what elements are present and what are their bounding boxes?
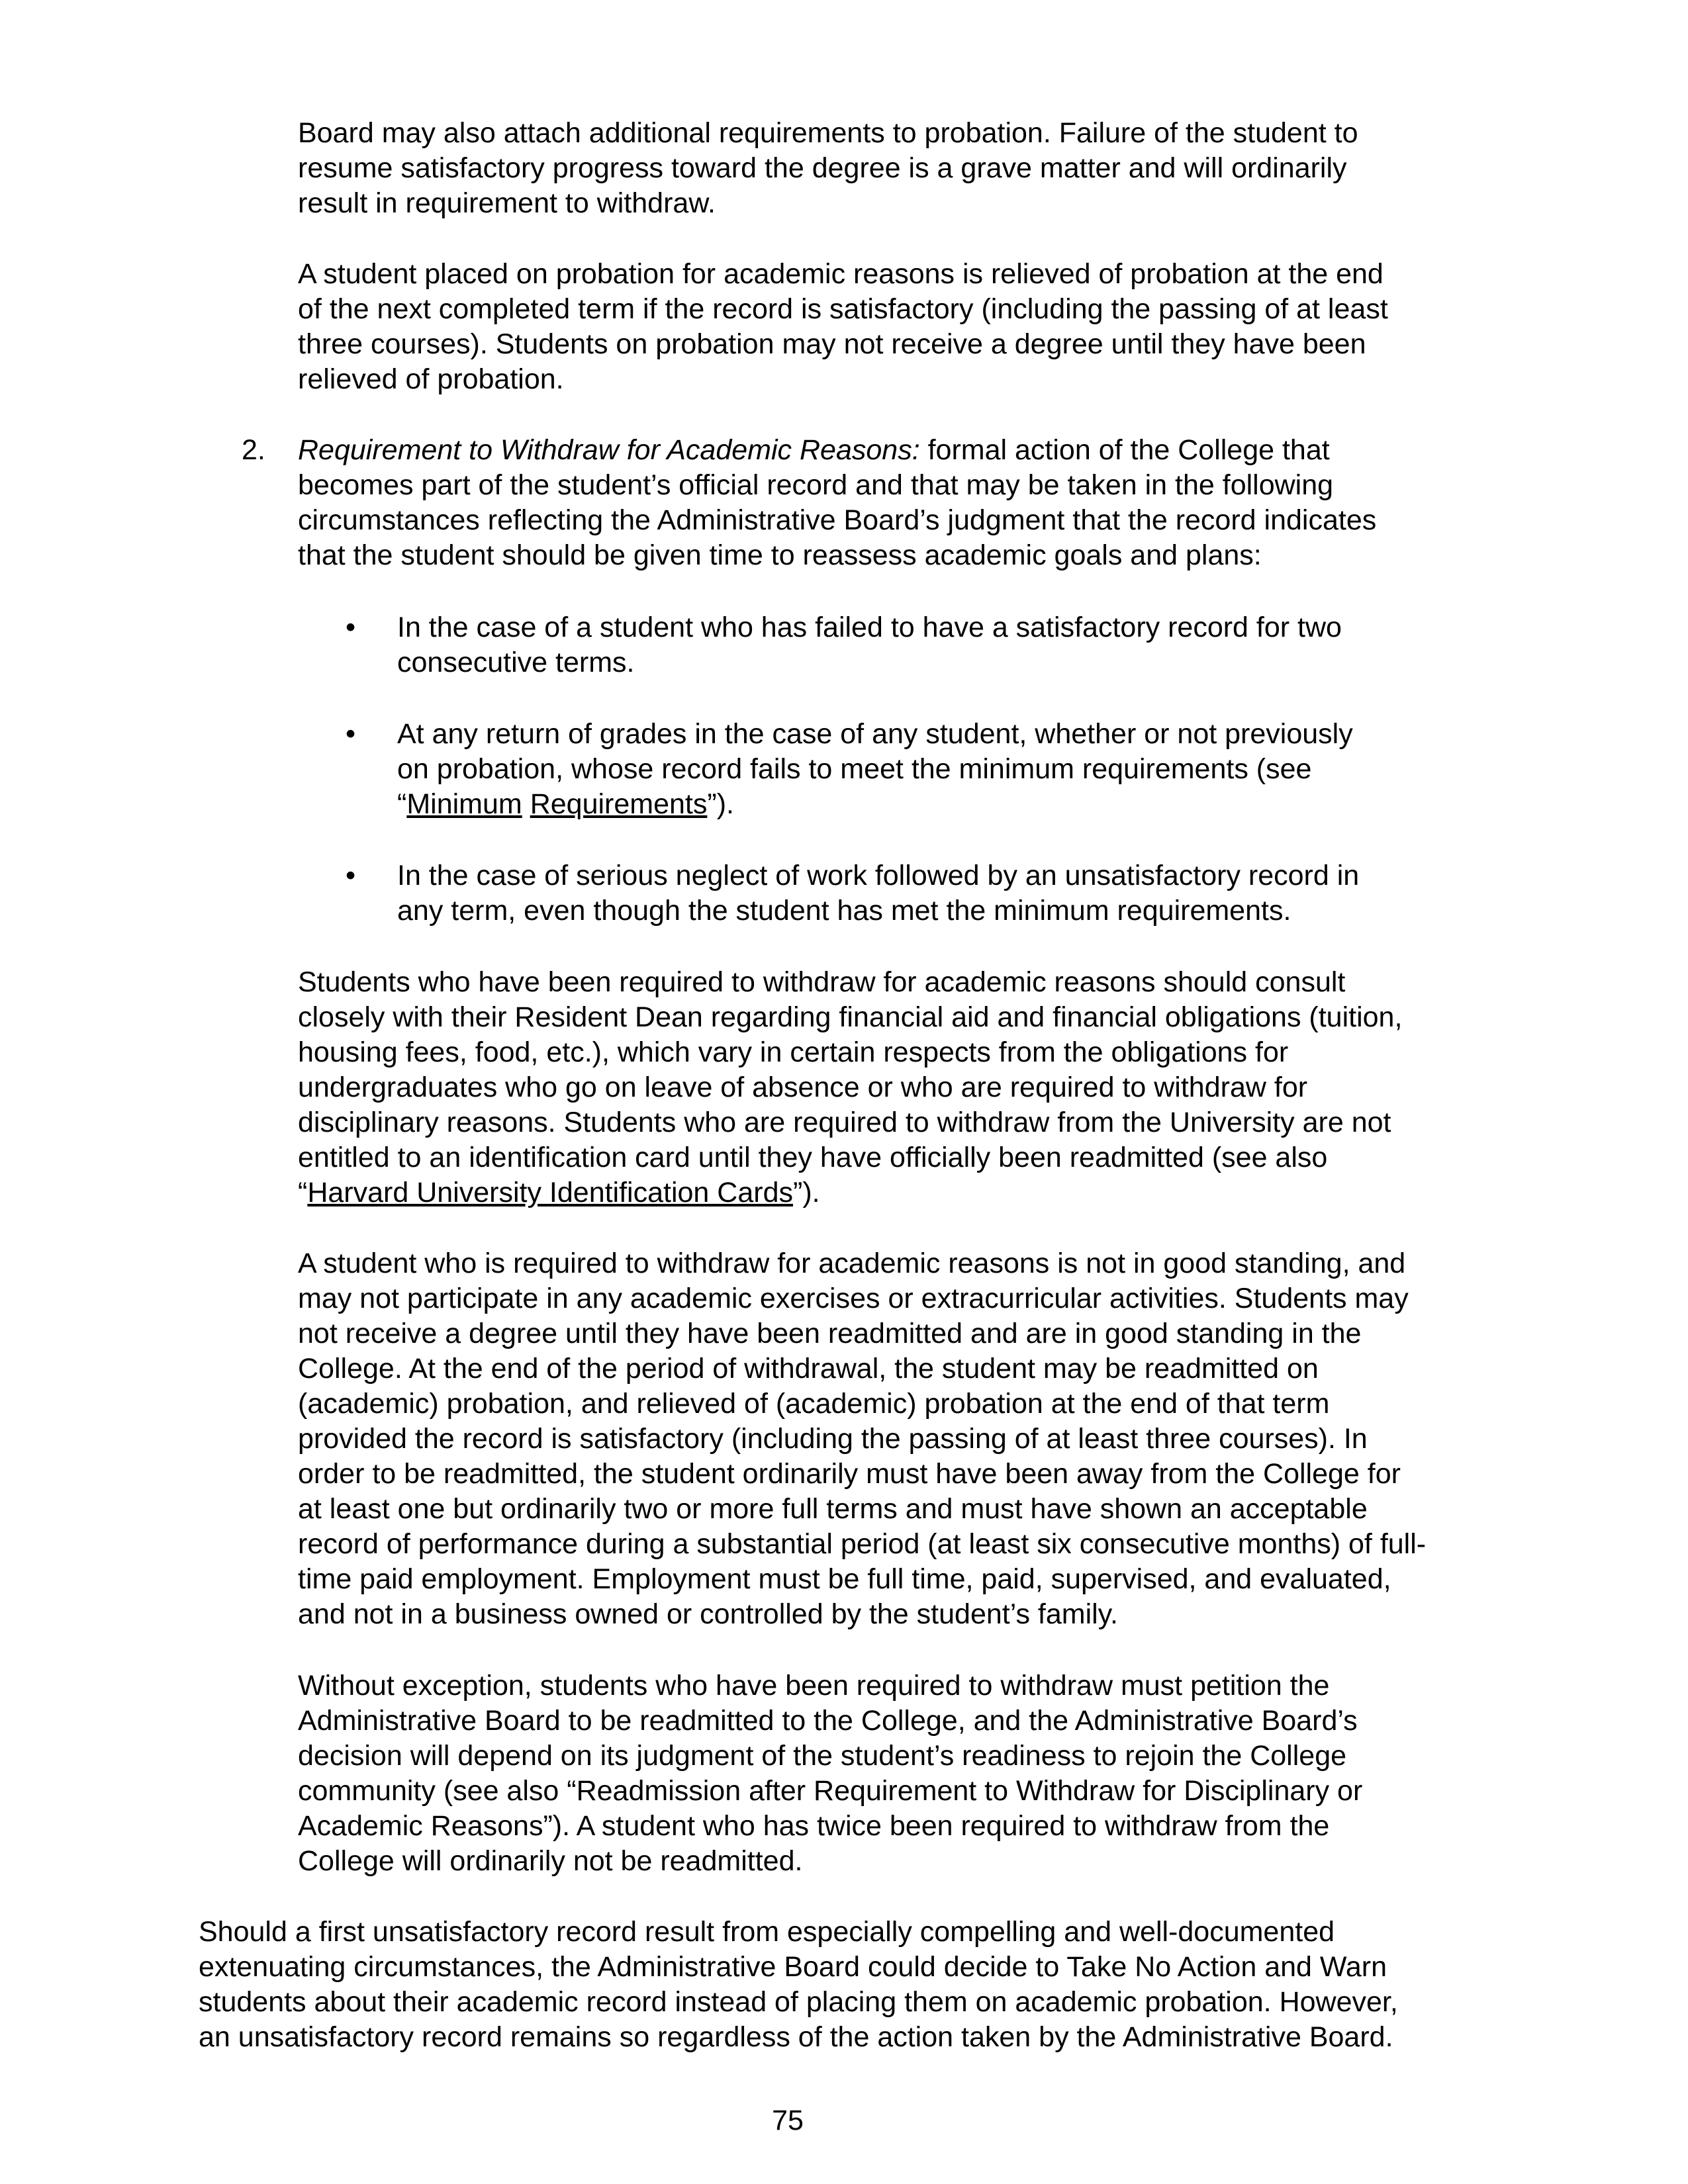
withdraw-requirement-item bbox=[298, 433, 1556, 573]
extenuating-circumstances-paragraph bbox=[199, 1915, 1489, 2055]
text-line: consecutive terms. bbox=[397, 647, 635, 678]
probation-paragraph-continued bbox=[298, 116, 1556, 221]
text-line: disciplinary reasons. Students who are required to withdraw from the University are not bbox=[298, 1107, 1391, 1138]
text-line: Without exception, students who have been required to withdraw must petition the bbox=[298, 1670, 1330, 1702]
text-line: decision will depend on its judgment of the student’s readiness to rejoin the College bbox=[298, 1740, 1347, 1772]
text-line: three courses). Students on probation may not receive a degree until they have been bbox=[298, 328, 1366, 360]
minimum-link[interactable]: Minimum bbox=[406, 788, 522, 820]
text-line: Board may also attach additional requirements to probation. Failure of the student to bbox=[298, 117, 1358, 149]
text-line: housing fees, food, etc.), which vary in certain respects from the obligations for bbox=[298, 1036, 1289, 1068]
quote-mark: “ bbox=[397, 788, 407, 820]
bullet-item bbox=[397, 717, 1556, 822]
bullet-item bbox=[397, 858, 1556, 929]
text-line: record of performance during a substantial period (at least six consecutive months) of full- bbox=[298, 1528, 1427, 1560]
text-line: of the next completed term if the record is satisfactory (including the passing of at least bbox=[298, 293, 1388, 325]
good-standing-paragraph bbox=[298, 1246, 1556, 1632]
quote-mark: ”). bbox=[707, 788, 734, 820]
space bbox=[522, 788, 530, 820]
text-line: A student who is required to withdraw for academic reasons is not in good standing, and bbox=[298, 1248, 1406, 1279]
bullet-item bbox=[397, 610, 1556, 680]
text-line: and not in a business owned or controlled by the student’s family. bbox=[298, 1598, 1118, 1630]
text-line: In the case of a student who has failed to have a satisfactory record for two bbox=[397, 612, 1342, 643]
text-line: community (see also “Readmission after Requirement to Withdraw for Disciplinary or bbox=[298, 1775, 1363, 1807]
text-line: result in requirement to withdraw. bbox=[298, 187, 716, 219]
text-line: At any return of grades in the case of any student, whether or not previously bbox=[397, 718, 1353, 750]
list-number: 2. bbox=[242, 434, 265, 466]
bullet-icon: • bbox=[346, 612, 356, 643]
text-line: A student placed on probation for academic reasons is relieved of probation at the end bbox=[298, 258, 1383, 290]
text-line bbox=[298, 1175, 1556, 1210]
id-cards-link[interactable]: Harvard University Identification Cards bbox=[307, 1177, 793, 1208]
text-line: Students who have been required to withdraw for academic reasons should consult bbox=[298, 966, 1346, 998]
quote-mark: ”). bbox=[793, 1177, 820, 1208]
financial-obligations-paragraph bbox=[298, 965, 1556, 1210]
text-line: time paid employment. Employment must be full time, paid, supervised, and evaluated, bbox=[298, 1563, 1391, 1595]
page-number: 75 bbox=[772, 2105, 804, 2136]
text-line: order to be readmitted, the student ordinarily must have been away from the College for bbox=[298, 1458, 1401, 1490]
text-line: entitled to an identification card until they have officially been readmitted (see also bbox=[298, 1142, 1328, 1173]
readmission-petition-paragraph bbox=[298, 1668, 1556, 1879]
text-line: may not participate in any academic exercises or extracurricular activities. Students may bbox=[298, 1283, 1409, 1314]
bullet-icon: • bbox=[346, 718, 356, 750]
text-line: In the case of serious neglect of work followed by an unsatisfactory record in bbox=[397, 860, 1360, 891]
text-line: an unsatisfactory record remains so regardless of the action taken by the Administrative Board. bbox=[199, 2021, 1393, 2053]
text-line: Administrative Board to be readmitted to the College, and the Administrative Board’s bbox=[298, 1705, 1358, 1737]
text-line: provided the record is satisfactory (including the passing of at least three courses). In bbox=[298, 1423, 1368, 1455]
item-title-rest: formal action of the College that bbox=[919, 434, 1330, 466]
text-line: any term, even though the student has met the minimum requirements. bbox=[397, 895, 1291, 927]
text-line: resume satisfactory progress toward the degree is a grave matter and will ordinarily bbox=[298, 152, 1347, 184]
text-line: circumstances reflecting the Administrative Board’s judgment that the record indicates bbox=[298, 504, 1377, 536]
text-line: extenuating circumstances, the Administrative Board could decide to Take No Action and Warn bbox=[199, 1951, 1387, 1983]
text-line bbox=[397, 787, 1556, 822]
text-line: that the student should be given time to reassess academic goals and plans: bbox=[298, 539, 1262, 571]
text-line: students about their academic record instead of placing them on academic probation. However, bbox=[199, 1986, 1398, 2018]
text-line bbox=[298, 433, 1556, 468]
text-line: closely with their Resident Dean regarding financial aid and financial obligations (tuition, bbox=[298, 1001, 1403, 1033]
text-line: on probation, whose record fails to meet the minimum requirements (see bbox=[397, 753, 1312, 785]
bullet-icon: • bbox=[346, 860, 356, 891]
text-line: undergraduates who go on leave of absence or who are required to withdraw for bbox=[298, 1071, 1308, 1103]
requirements-link[interactable]: Requirements bbox=[530, 788, 708, 820]
item-title: Requirement to Withdraw for Academic Reasons: bbox=[298, 434, 920, 466]
text-line: relieved of probation. bbox=[298, 363, 564, 395]
text-line: College will ordinarily not be readmitted. bbox=[298, 1845, 803, 1877]
text-line: College. At the end of the period of withdrawal, the student may be readmitted on bbox=[298, 1353, 1319, 1385]
probation-relief-paragraph bbox=[298, 257, 1556, 397]
quote-mark: “ bbox=[298, 1177, 308, 1208]
text-line: Academic Reasons”). A student who has twice been required to withdraw from the bbox=[298, 1810, 1330, 1842]
text-line: becomes part of the student’s official record and that may be taken in the following bbox=[298, 469, 1334, 501]
text-line: (academic) probation, and relieved of (academic) probation at the end of that term bbox=[298, 1388, 1330, 1420]
text-line: not receive a degree until they have been readmitted and are in good standing in the bbox=[298, 1318, 1362, 1349]
text-line: at least one but ordinarily two or more full terms and must have shown an acceptable bbox=[298, 1493, 1368, 1525]
text-line: Should a first unsatisfactory record result from especially compelling and well-documented bbox=[199, 1916, 1335, 1948]
